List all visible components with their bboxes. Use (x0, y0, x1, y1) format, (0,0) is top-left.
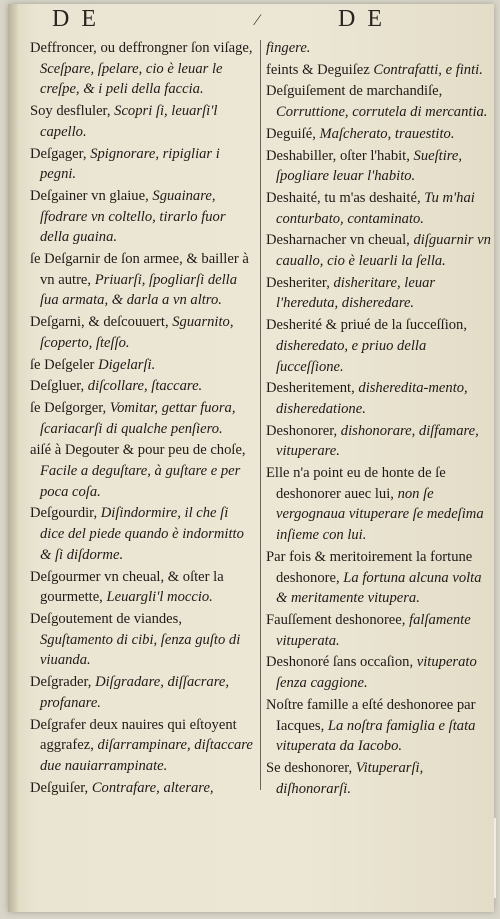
left-column (30, 38, 256, 799)
entry-italian: diſarrampinare, diſtaccare due nauiarrampinate. (40, 737, 253, 774)
dictionary-entry (266, 38, 494, 59)
entry-italian: Tu m'hai conturbato, contaminato. (276, 189, 475, 227)
dictionary-entry (266, 273, 494, 314)
entry-french: Noſtre famille a eſté deshonoree par Iacques, (266, 696, 476, 734)
dictionary-entry (266, 378, 494, 419)
dictionary-entry (30, 440, 256, 502)
dictionary-entry (266, 60, 494, 81)
entry-french: Deſgager, (30, 145, 91, 162)
dictionary-entry (30, 312, 256, 353)
dictionary-entry (30, 715, 256, 777)
entry-italian: disheritare, leuar l'hereduta, disheredare. (276, 274, 436, 312)
header-left: D E (52, 6, 99, 32)
entry-french: Deſguiſer, (30, 779, 92, 796)
entry-french: Deguiſé, (266, 125, 320, 142)
entry-italian: Vomitar, gettar fuora, ſcariacarſi di qualche penſiero. (40, 399, 236, 437)
entry-french: Deſgarni, & deſcouuert, (30, 314, 173, 331)
entry-italian: dishonorare, diſfamare, vituperare. (276, 422, 479, 460)
dictionary-entry (266, 315, 494, 377)
entry-italian: Digelarſi. (98, 356, 156, 373)
dictionary-entry (266, 421, 494, 462)
entry-french: Deſguiſement de marchandiſe, (266, 83, 443, 100)
dictionary-entry (30, 398, 256, 439)
entry-italian: Priuarſi, ſpogliarſi della ſua armata, & darla a vn altro. (40, 271, 238, 309)
column-divider (260, 40, 261, 790)
dictionary-entry (30, 567, 256, 608)
entry-french: Se deshonorer, (266, 759, 356, 776)
dictionary-entry (30, 144, 256, 185)
entry-french: Fauſſement deshonoree, (266, 611, 410, 628)
entry-french: Desheritement, (266, 380, 359, 397)
entry-italian: Contrafatti, e finti. (373, 61, 483, 78)
right-column (266, 38, 494, 800)
page-gutter (8, 4, 18, 912)
entry-italian: Diſindormire, il che ſi dice del piede quando è indormitto & ſi diſdorme. (40, 505, 244, 563)
page-edge (494, 818, 496, 898)
entry-italian: Sueſtire, ſpogliare leuar l'habito. (276, 147, 463, 185)
entry-french: Deſgrafer deux nauires qui eſtoyent aggrafez, (30, 716, 237, 754)
entry-french: Deſgluer, (30, 378, 88, 395)
dictionary-entry (266, 230, 494, 271)
header-right: D E (338, 6, 385, 32)
entry-italian: Diſgradare, diſſacrare, profanare. (40, 674, 229, 711)
entry-italian: disheredato, e priuo della ſucceſſione. (276, 337, 427, 375)
entry-french: Deſgourdir, (30, 505, 101, 522)
entry-italian: La fortuna alcuna volta & meritamente vitupera. (276, 569, 482, 607)
entry-italian: vituperato ſenza caggione. (276, 654, 477, 692)
entry-french: Desheriter, (266, 274, 334, 291)
entry-french: Desharnacher vn cheual, (266, 232, 414, 249)
dictionary-entry (30, 503, 256, 565)
entry-french: Deſgrader, (30, 674, 96, 691)
entry-italian: Leuargli'l moccio. (106, 589, 213, 606)
entry-italian: fingere. (266, 40, 311, 56)
book-page (8, 4, 494, 912)
dictionary-entry (30, 38, 256, 100)
entry-french: ſe Deſgorger, (30, 399, 110, 416)
dictionary-entry (30, 778, 256, 799)
entry-italian: Corruttione, corrutela di mercantia. (276, 104, 488, 121)
entry-french: Par fois & meritoirement la fortune deshonore, (266, 548, 473, 586)
dictionary-entry (30, 355, 256, 376)
entry-italian: disheredita-mento, disheredatione. (276, 380, 468, 417)
dictionary-entry (266, 81, 494, 122)
entry-french: Deshabiller, oſter l'habit, (266, 147, 414, 164)
entry-italian: Maſcherato, trauestito. (319, 125, 455, 142)
dictionary-entry (266, 695, 494, 757)
entry-italian: diſguarnir vn cauallo, cio è leuarli la ſella. (276, 232, 491, 270)
entry-italian: Facile a deguſtare, à guſtare e per poca coſa. (40, 463, 241, 500)
entry-french: Soy desfluler, (30, 103, 115, 120)
entry-italian: Spignorare, ripigliar i pegni. (40, 145, 220, 183)
dictionary-entry (266, 463, 494, 546)
entry-italian: Vituperarſi, diſhonorarſi. (276, 759, 424, 797)
dictionary-entry (30, 101, 256, 142)
entry-french: Elle n'a point eu de honte de ſe deshonorer auec lui, (266, 465, 446, 502)
dictionary-entry (266, 124, 494, 145)
entry-french: Deſgoutement de viandes, (30, 610, 182, 627)
dictionary-entry (266, 188, 494, 229)
entry-italian: Scopri ſi, leuarſi'l capello. (40, 103, 218, 140)
entry-french: Deshaité, tu m'as deshaité, (266, 189, 425, 206)
entry-french: aiſé à Degouter & pour peu de choſe, (30, 442, 246, 459)
entry-italian: diſcollare, ſtaccare. (87, 378, 203, 395)
entry-italian: Contrafare, alterare, (91, 779, 214, 796)
dictionary-entry (266, 146, 494, 187)
dictionary-entry (30, 609, 256, 671)
entry-french: Deshonorer, (266, 422, 341, 439)
entry-french: feints & Deguiſez (266, 61, 374, 78)
entry-italian: falſamente vituperata. (276, 611, 471, 649)
entry-italian: Sceſpare, ſpelare, cio è leuar le creſpe, & i peli della faccia. (40, 60, 223, 98)
running-header (8, 6, 494, 36)
entry-italian: non ſe vergognaua vituperare ſe medeſima inſieme con lui. (276, 485, 484, 544)
dictionary-entry (266, 547, 494, 609)
dictionary-entry (30, 249, 256, 311)
dictionary-entry (266, 610, 494, 651)
dictionary-entry (266, 758, 494, 799)
dictionary-entry (30, 186, 256, 248)
entry-french: Desherité & priué de la ſucceſſion, (266, 317, 467, 334)
entry-italian: La noſtra famiglia e ſtata vituperata da Iacobo. (276, 717, 476, 755)
entry-french: Deshonoré ſans occaſion, (266, 654, 417, 671)
entry-french: ſe Deſgeler (30, 356, 99, 373)
header-mark: ⁄ (256, 12, 262, 29)
entry-italian: Sguarnito, ſcoperto, ſteſſo. (40, 314, 234, 351)
entry-french: ſe Deſgarnir de ſon armee, & bailler à vn autre, (30, 251, 249, 288)
dictionary-entry (30, 376, 256, 397)
entry-french: Deſgainer vn glaiue, (30, 187, 153, 204)
dictionary-entry (266, 652, 494, 693)
entry-french: Deſgourmer vn cheual, & oſter la gourmette, (30, 568, 224, 606)
dictionary-entry (30, 672, 256, 713)
entry-italian: Sguſtamento di cibi, ſenza guſto di viuanda. (40, 631, 241, 669)
entry-french: Deffroncer, ou deffrongner ſon viſage, (30, 40, 253, 56)
entry-italian: Sguainare, ſfodrare vn coltello, tirarlo fuor della guaina. (40, 187, 226, 246)
